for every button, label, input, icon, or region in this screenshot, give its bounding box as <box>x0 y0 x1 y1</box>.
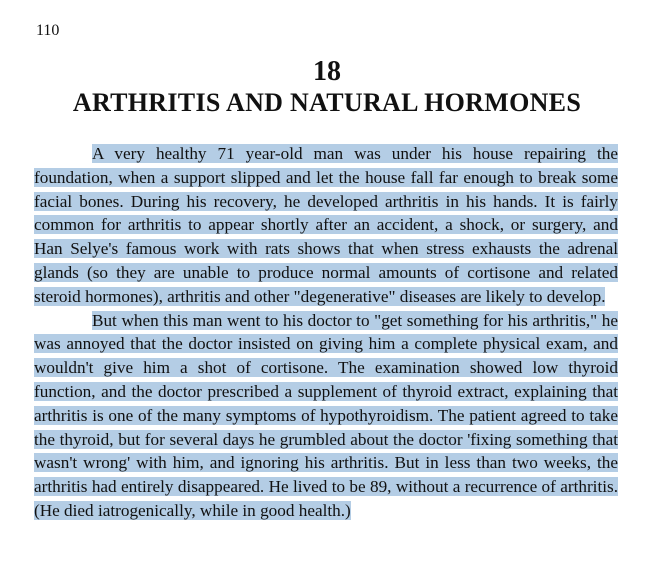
selected-text[interactable]: A very healthy 71 year-old man was under his house repairing the foundation, when a support slipped and let the house fall far enough to break some facial bones. During his recovery, he developed arthritis in his hands. It is fairly common for arthritis to appear shortly after an accident, a shock, or surgery, and Han Selye's famous work with rats shows that when stress exhausts the adrenal glands (so they are unable to produce normal amounts of cortisone and related steroid hormones), arthritis and other "degenerative" diseases are likely to develop. <box>34 144 618 306</box>
paragraph-1[interactable] <box>34 142 618 309</box>
page-number: 110 <box>36 22 60 39</box>
chapter-body[interactable] <box>34 142 618 523</box>
chapter-title: ARTHRITIS AND NATURAL HORMONES <box>72 88 582 117</box>
selected-text[interactable]: But when this man went to his doctor to "get something for his arthritis," he was annoyed that the doctor insisted on giving him a complete physical exam, and wouldn't give him a shot of cortisone. The examination showed low thyroid function, and the doctor prescribed a supplement of thyroid extract, explaining that arthritis is one of the many symptoms of hypothyroidism. The patient agreed to take the thyroid, but for several days he grumbled about the doctor 'fixing something that wasn't wrong' with him, and ignoring his arthritis. But in less than two weeks, the arthritis had entirely disappeared. He lived to be 89, without a recurrence of arthritis. (He died iatrogenically, while in good health.) <box>34 310 618 520</box>
chapter-number: 18 <box>313 56 341 87</box>
paragraph-2[interactable] <box>34 309 618 523</box>
